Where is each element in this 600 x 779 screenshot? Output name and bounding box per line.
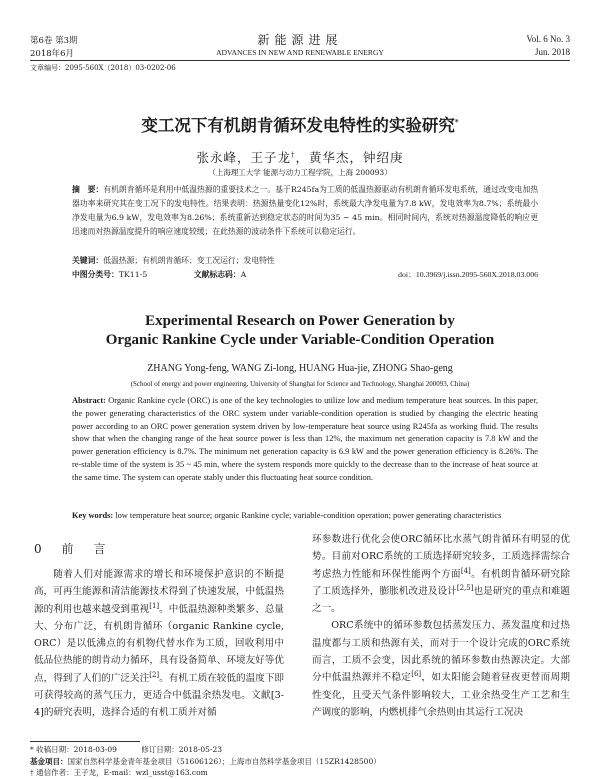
issue-info: 第6卷 第3期 (30, 36, 78, 46)
volume-info: Vol. 6 No. 3 (526, 34, 570, 44)
keywords-text-en: low temperature heat source; organic Rankine cycle; variable-condition operation; power generating characteristics (115, 511, 502, 520)
clc-value: TK11-5 (118, 270, 148, 279)
corresponding-text: 王子龙，E-mail：wzl_usst@163.com (73, 768, 208, 777)
citation-1: [1] (149, 601, 160, 610)
intro-left-column (34, 566, 284, 722)
english-authors: ZHANG Yong-feng, WANG Zi-long, HUANG Hua-jie, ZHONG Shao-geng (147, 363, 453, 374)
revised-label: 修订日期： (141, 745, 179, 754)
fund-label: 基金项目： (30, 756, 68, 766)
chinese-abstract (72, 183, 538, 239)
clc-label: 中图分类号： (72, 270, 119, 279)
title-footnote-mark: * (454, 117, 459, 127)
intro-right-text-3: 也是研究的重点和难题之一。 (312, 585, 571, 615)
revised-date: 2018-05-23 (178, 745, 223, 754)
english-title-line2: Organic Rankine Cycle under Variable-Condition Operation (105, 332, 495, 348)
doc-code-label: 文献标志码： (193, 270, 241, 279)
header-rule (30, 60, 570, 61)
journal-name-cn: 新能源进展 (257, 33, 343, 47)
section-title: 前 言 (61, 542, 110, 556)
issue-month: Jun. 2018 (534, 47, 570, 57)
intro-right-paragraph-1 (312, 531, 570, 617)
footnotes (30, 744, 570, 779)
abstract-text-cn: 有机朗肯循环是利用中低温热源的重要技术之一。基于R245fa为工质的低温热源驱动有机朗肯循环发电系统，通过改变电加热器功率来研究其在变工况下的发电特性。结果表明：热源热量变化12%时，系统最大净发电量为7.8 kW，发电效率为8.7%；系统最小净发电量为6.9 kW，发电效率为8.26%；系统重新达到稳定状态的时间为35 ~ 45 min。相同时间内，系统对热源温度降低的响应更迅速而对热源温度提升的响应速度较缓；在此热源的波动条件下系统可以稳定运行。 (72, 185, 538, 236)
journal-name-en: ADVANCES IN NEW AND RENEWABLE ENERGY (216, 48, 384, 57)
english-title-line1: Experimental Research on Power Generation by (145, 313, 455, 329)
intro-right-text-2: 。有机朗肯循环研究除了工质选择外，膨胀机改进及设计 (312, 568, 571, 597)
footnote-rule (30, 741, 140, 742)
classification-row (72, 268, 538, 282)
chinese-title-text: 变工况下有机朗肯循环发电特性的实验研究 (141, 116, 455, 135)
chinese-title (0, 112, 600, 136)
corresponding-label: † 通信作者： (30, 768, 74, 777)
keywords-text-cn: 低温热源；有机朗肯循环；变工况运行；发电特性 (103, 256, 275, 265)
intro-left-text-3: 。有机工质在较低的温度下即可获得较高的蒸气压力，更适合中低温余热发电。文献[3-4]的研究表明，选择合适的有机工质并对循 (34, 672, 285, 719)
chinese-keywords (72, 254, 538, 268)
english-affiliation: (School of energy and power engineering, University of Shanghai for Science and Technology, Shanghai 200093, China) (130, 380, 470, 388)
intro-right-text-5: ，如太阳能会随着昼夜更替而周期性变化，且受天气条件影响较大，工业余热受生产工艺和生产调度的影响，内燃机排气余热则由其运行工况决 (312, 672, 571, 718)
intro-right-text-4: ORC系统中的循环参数包括蒸发压力、蒸发温度和过热温度都与工质和热源有关，而对于一个设计完成的ORC系统而言，工质不会变，因此系统的循环参数由热源决定。大部分中低温热源并不稳定 (312, 620, 570, 684)
received-label: * 收稿日期： (30, 745, 74, 754)
doi: doi：10.3969/j.issn.2095-560X.2018.03.006 (398, 270, 538, 279)
doc-code-value: A (240, 270, 247, 279)
fund-text: 国家自然科学基金青年基金项目（51606126）；上海市自然科学基金项目（15ZR1428500） (67, 756, 381, 766)
section-number: 0 (34, 542, 42, 556)
chinese-affiliation: （上海理工大学 能源与动力工程学院，上海 200093） (208, 168, 392, 177)
intro-right-text-1: 环参数进行优化会使ORC循环比水蒸气朗肯循环有明显的优势。目前对ORC系统的工质选择研究较多，工质选择需综合考虑热力性能和环保性能两个方面 (312, 534, 570, 580)
authors-part2: ，黄华杰，钟绍庚 (295, 150, 404, 165)
keywords-label-en: Key words: (72, 511, 114, 520)
issue-date: 2018年6月 (30, 49, 75, 59)
footnote-dates (30, 744, 570, 756)
article-number: 文章编号：2095-560X（2018）03-0202-06 (30, 64, 176, 72)
citation-6: [6] (411, 670, 422, 679)
intro-right-paragraph-2 (312, 617, 570, 721)
abstract-label-cn: 摘 要： (72, 185, 104, 194)
corresponding-mark: † (291, 150, 296, 159)
citation-2: [2] (149, 670, 160, 679)
intro-left-text-2: 。中低温热源种类繁多、总量大、分布广泛，有机朗肯循环（organic Rankine cycle, ORC）是以低沸点的有机物代替水作为工质，回收利用中低品位热能的朗肯动力循环，具有设备简单、环境友好等优点，得到了人们的广泛关注 (34, 603, 285, 684)
english-keywords (72, 510, 538, 523)
keywords-label-cn: 关键词： (72, 256, 104, 265)
intro-left-text-1: 随着人们对能源需求的增长和环境保护意识的不断提高，可再生能源和清洁能源技术得到了快速发展，中低温热源的利用也越来越受到重视 (34, 569, 284, 615)
section-heading (34, 540, 109, 557)
citation-4: [4] (460, 566, 471, 575)
received-date: 2018-03-09 (73, 745, 117, 754)
intro-right-column (312, 531, 570, 721)
abstract-text-en: Organic Rankine cycle (ORC) is one of the key technologies to utilize low and medium temperature heat sources. In this paper, the power generating characteristics of the ORC system under variable-condition operation is studied by changing the electric heating power according to an ORC power generation system driven by low-temperature heat source using R245fa as working fluid. The results show that when the changing range of the heat source power is less than 12%, the maximum net generation capacity is 7.8 kW and the power generation efficiency is 8.7%. The minimum net generation capacity is 6.9 kW and the power generation efficiency is 8.26%. The re-stable time of the system is 35 ~ 45 min, where the system responds more quickly to the decrease than to the increase of heat source at the same time. The system can operate stably under this fluctuating heat source condition. (72, 396, 538, 482)
authors-part1: 张永峰，王子龙 (196, 150, 291, 165)
english-abstract (72, 395, 538, 485)
abstract-label-en: Abstract: (72, 396, 106, 405)
citation-5: [2,5] (456, 583, 474, 592)
chinese-authors (0, 148, 600, 166)
footnote-fund (30, 756, 570, 768)
